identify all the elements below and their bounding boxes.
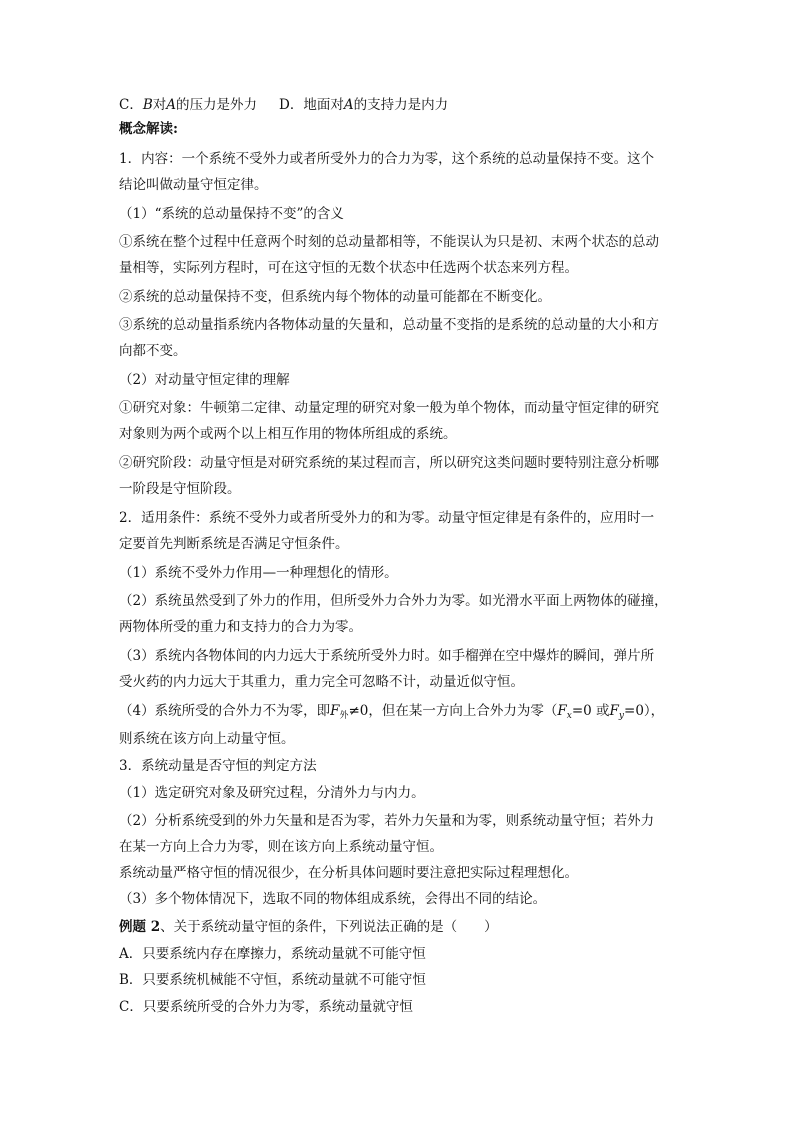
paragraph-line: 在某一方向上合力为零，则在该方向上系统动量守恒。	[119, 839, 443, 855]
paragraph-line: 系统动量严格守恒的情况很少，在分析具体问题时要注意把实际过程理想化。	[119, 865, 578, 881]
text: 的支持力是内力	[353, 97, 449, 113]
paragraph-line: 1．内容：一个系统不受外力或者所受外力的合力为零，这个系统的总动量保持不变。这个	[119, 151, 655, 167]
paragraph-line: 定要首先判断系统是否满足守恒条件。	[119, 536, 349, 552]
paragraph-line: 3．系统动量是否守恒的判定方法	[119, 758, 317, 774]
paragraph-line: （2）系统虽然受到了外力的作用，但所受外力合外力为零。如光滑水平面上两物体的碰撞，	[119, 593, 668, 609]
text: F	[609, 703, 619, 719]
option-c: C．只要系统所受的合外力为零，系统动量就守恒	[119, 999, 413, 1015]
text: F	[557, 703, 567, 719]
text: F	[330, 703, 340, 719]
text: ≠0，但在某一方向上合外力为零（	[348, 703, 558, 719]
option-b: B．只要系统机械能不守恒，系统动量就不可能守恒	[119, 972, 426, 988]
example-question	[119, 918, 679, 936]
paragraph-line: ①系统在整个过程中任意两个时刻的总动量都相等，不能误认为只是初、末两个状态的总动	[119, 234, 659, 250]
text: 对	[152, 97, 167, 113]
option-a: A．只要系统内存在摩擦力，系统动量就不可能守恒	[119, 946, 426, 962]
option-c-d-line	[119, 96, 679, 114]
paragraph-line: ①研究对象：牛顿第二定律、动量定理的研究对象一般为单个物体，而动量守恒定律的研究	[119, 400, 659, 416]
paragraph-line: （1）选定研究对象及研究过程，分清外力与内力。	[119, 785, 425, 801]
text: （4）系统所受的合外力不为零，即	[119, 703, 331, 719]
text: y	[618, 711, 625, 721]
paragraph-line: ②系统的总动量保持不变，但系统内每个物体的动量可能都在不断变化。	[119, 289, 551, 305]
paragraph-line: 则系统在该方向上动量守恒。	[119, 731, 295, 747]
paragraph-line: 一阶段是守恒阶段。	[119, 481, 241, 497]
text: =0 或	[571, 703, 610, 719]
paragraph-line: （2）对动量守恒定律的理解	[119, 372, 290, 388]
section-heading: 概念解读:	[119, 121, 178, 137]
paragraph-line: （2）分析系统受到的外力矢量和是否为零，若外力矢量和为零，则系统动量守恒；若外力	[119, 813, 655, 829]
text: 、关于系统动量守恒的条件，下列说法正确的是（ ）	[160, 919, 498, 935]
text: x	[566, 711, 572, 721]
paragraph-line: （3）多个物体情况下，选取不同的物体组成系统，会得出不同的结论。	[119, 891, 547, 907]
paragraph-line: 向都不变。	[119, 343, 187, 359]
formula-line	[119, 702, 679, 725]
text: 的压力是外力	[176, 97, 258, 113]
paragraph-line: 2．适用条件：系统不受外力或者所受外力的和为零。动量守恒定律是有条件的，应用时一	[119, 510, 655, 526]
paragraph-line: 受火药的内力远大于其重力，重力完全可忽略不计，动量近似守恒。	[119, 674, 524, 690]
text: A	[166, 97, 177, 113]
paragraph-line: 结论叫做动量守恒定律。	[119, 177, 268, 193]
paragraph-line: 量相等，实际列方程时，可在这守恒的无数个状态中任选两个状态来列方程。	[119, 260, 578, 276]
text: B	[142, 97, 153, 113]
example-label: 例题 2	[119, 919, 161, 935]
paragraph-line: （1）“系统的总动量保持不变”的含义	[119, 206, 344, 222]
paragraph-line: （1）系统不受外力作用—一种理想化的情形。	[119, 565, 398, 581]
paragraph-line: ②研究阶段：动量守恒是对研究系统的某过程而言，所以研究这类问题时要特别注意分析哪	[119, 455, 659, 471]
text: A	[343, 97, 354, 113]
text: C．	[119, 97, 143, 113]
paragraph-line: 对象则为两个或两个以上相互作用的物体所组成的系统。	[119, 426, 457, 442]
text: 外	[339, 711, 349, 721]
paragraph-line: （3）系统内各物体间的内力远大于系统所受外力时。如手榴弹在空中爆炸的瞬间，弹片所	[119, 648, 655, 664]
text: =0），	[624, 703, 665, 719]
text: D．地面对	[279, 97, 344, 113]
paragraph-line: 两物体所受的重力和支持力的合力为零。	[119, 619, 362, 635]
paragraph-line: ③系统的总动量指系统内各物体动量的矢量和，总动量不变指的是系统的总动量的大小和方	[119, 317, 659, 333]
